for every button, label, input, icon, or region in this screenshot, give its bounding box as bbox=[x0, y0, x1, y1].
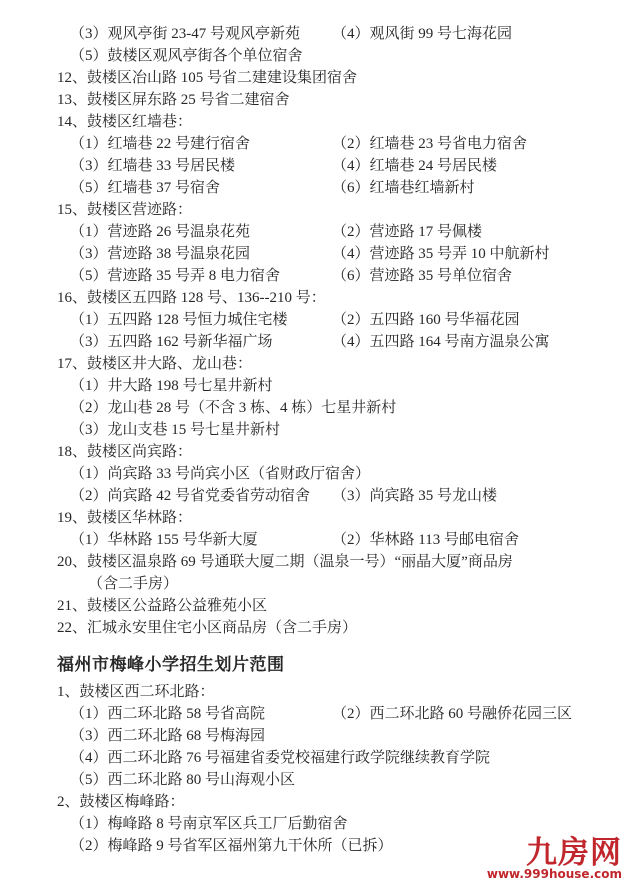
address-item: 2、鼓楼区梅峰路： bbox=[57, 794, 185, 810]
address-item: 17、鼓楼区井大路、龙山巷： bbox=[57, 356, 253, 372]
address-item: 12、鼓楼区冶山路 105 号省二建建设集团宿舍 bbox=[57, 70, 358, 86]
doc-line bbox=[57, 155, 619, 177]
address-item: 22、汇城永安里住宅小区商品房（含二手房） bbox=[57, 620, 358, 636]
doc-line bbox=[57, 177, 619, 199]
address-item: （6）营迹路 35 号单位宿舍 bbox=[332, 268, 513, 284]
address-item: （1）井大路 198 号七星井新村 bbox=[70, 378, 273, 394]
address-item: 14、鼓楼区红墙巷： bbox=[57, 114, 193, 130]
address-item: （4）营迹路 35 号弄 10 中航新村 bbox=[332, 246, 550, 262]
address-item: （4）红墙巷 24 号居民楼 bbox=[332, 158, 498, 174]
address-item: （3）五四路 162 号新华福广场 bbox=[70, 334, 273, 350]
address-item: （3）尚宾路 35 号龙山楼 bbox=[332, 488, 498, 504]
address-item: （含二手房） bbox=[88, 576, 179, 592]
address-item: 19、鼓楼区华林路： bbox=[57, 510, 193, 526]
address-item: （3）红墙巷 33 号居民楼 bbox=[70, 158, 236, 174]
address-item: 20、鼓楼区温泉路 69 号通联大厦二期（温泉一号）“丽晶大厦”商品房 bbox=[57, 554, 513, 570]
address-item: 21、鼓楼区公益路公益雅苑小区 bbox=[57, 598, 268, 614]
watermark bbox=[486, 835, 622, 881]
address-item: 1、鼓楼区西二环北路： bbox=[57, 684, 215, 700]
section-heading: 福州市梅峰小学招生划片范围 bbox=[57, 655, 285, 674]
address-item: （3）龙山支巷 15 号七星井新村 bbox=[70, 422, 281, 438]
site-logo: 九房网 bbox=[526, 835, 622, 871]
address-item: （5）营迹路 35 号弄 8 电力宿舍 bbox=[70, 268, 281, 284]
address-item: （4）西二环北路 76 号福建省委党校福建行政学院继续教育学院 bbox=[70, 750, 491, 766]
address-item: （1）尚宾路 33 号尚宾小区（省财政厅宿舍） bbox=[70, 466, 371, 482]
address-item: （4）观风街 99 号七海花园 bbox=[332, 26, 513, 42]
address-item: （2）红墙巷 23 号省电力宿舍 bbox=[332, 136, 528, 152]
address-item: （5）鼓楼区观风亭街各个单位宿舍 bbox=[70, 48, 303, 64]
address-item: （5）西二环北路 80 号山海观小区 bbox=[70, 772, 296, 788]
section bbox=[57, 23, 619, 639]
address-item: （2）尚宾路 42 号省党委省劳动宿舍 bbox=[70, 488, 311, 504]
address-item: （2）五四路 160 号华福花园 bbox=[332, 312, 520, 328]
watermark-url: www.999house.com bbox=[486, 867, 622, 881]
address-item: 13、鼓楼区屏东路 25 号省二建宿舍 bbox=[57, 92, 290, 108]
doc-line bbox=[57, 221, 619, 243]
doc-line bbox=[57, 309, 619, 331]
address-item: （1）营迹路 26 号温泉花苑 bbox=[70, 224, 251, 240]
address-item: （2）华林路 113 号邮电宿舍 bbox=[332, 532, 519, 548]
doc-line bbox=[57, 485, 619, 507]
address-item: （4）五四路 164 号南方温泉公寓 bbox=[332, 334, 550, 350]
address-item: （2）梅峰路 9 号省军区福州第九干休所（已拆） bbox=[70, 838, 393, 854]
address-item: 16、鼓楼区五四路 128 号、136--210 号： bbox=[57, 290, 326, 306]
address-item: （5）红墙巷 37 号宿舍 bbox=[70, 180, 221, 196]
doc-line bbox=[57, 243, 619, 265]
address-item: （1）华林路 155 号华新大厦 bbox=[70, 532, 258, 548]
doc-line bbox=[57, 23, 619, 45]
doc-line bbox=[57, 265, 619, 287]
address-item: （1）五四路 128 号恒力城住宅楼 bbox=[70, 312, 288, 328]
section bbox=[57, 653, 619, 857]
address-item: （2）西二环北路 60 号融侨花园三区 bbox=[332, 706, 573, 722]
address-item: （1）红墙巷 22 号建行宿舍 bbox=[70, 136, 251, 152]
address-item: （1）梅峰路 8 号南京军区兵工厂后勤宿舍 bbox=[70, 816, 348, 832]
address-item: （3）西二环北路 68 号梅海园 bbox=[70, 728, 266, 744]
doc-line bbox=[57, 529, 619, 551]
address-item: 15、鼓楼区营迹路： bbox=[57, 202, 193, 218]
doc-line bbox=[57, 133, 619, 155]
address-item: （2）龙山巷 28 号（不含 3 栋、4 栋）七星井新村 bbox=[70, 400, 397, 416]
address-item: （3）营迹路 38 号温泉花园 bbox=[70, 246, 251, 262]
address-item: （6）红墙巷红墙新村 bbox=[332, 180, 475, 196]
address-item: （2）营迹路 17 号佩楼 bbox=[332, 224, 483, 240]
doc-line bbox=[57, 331, 619, 353]
address-item: 18、鼓楼区尚宾路： bbox=[57, 444, 193, 460]
doc-line bbox=[57, 703, 619, 725]
address-item: （3）观风亭街 23-47 号观风亭新苑 bbox=[70, 26, 300, 42]
address-item: （1）西二环北路 58 号省高院 bbox=[70, 706, 266, 722]
